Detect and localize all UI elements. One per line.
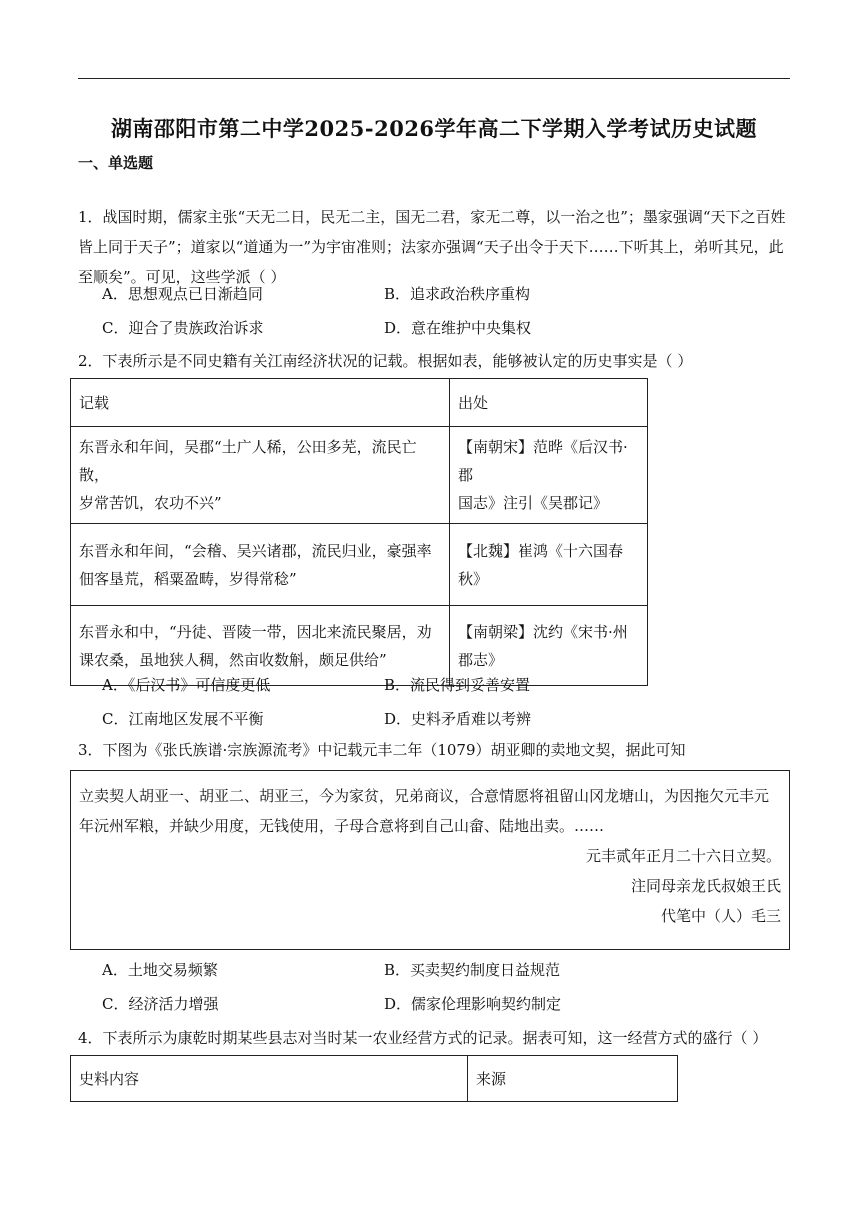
question-3-stem: 3．下图为《张氏族谱·宗族源流考》中记载元丰二年（1079）胡亚卿的卖地文契，据此可知 (78, 741, 686, 759)
table-header-cell: 来源 (468, 1056, 678, 1102)
option-a[interactable]: A．土地交易频繁 (102, 960, 218, 979)
land-deed-box: 立卖契人胡亚一、胡亚二、胡亚三，今为家贫，兄弟商议，合意情愿将祖留山冈龙塘山，为因拖欠元丰元 年沅州军粮，并缺少用度，无钱使用，子母合意将到自己山畲、陆地出卖。…… 元丰贰年正月二十六日立契。 注同母亲龙氏叔娘王氏 代笔中（人）毛三 (70, 770, 790, 950)
option-a[interactable]: A．《后汉书》可信度更低 (102, 675, 271, 694)
top-rule (78, 78, 790, 79)
table-row (71, 427, 648, 524)
question-1-options (102, 276, 782, 344)
table-cell: 【南朝梁】沈约《宋书·州 郡志》 (450, 606, 648, 686)
section-heading: 一、单选题 (78, 154, 154, 172)
table-cell: 【北魏】崔鸿《十六国春秋》 (450, 524, 648, 606)
option-c[interactable]: C．江南地区发展不平衡 (102, 709, 264, 728)
option-d[interactable]: D．史料矛盾难以考辨 (384, 709, 532, 728)
table-cell: 东晋永和中，“丹徒、晋陵一带，因北来流民聚居，劝 课农桑，虽地狭人稠，然亩收数斛，颇足供给” (71, 606, 450, 686)
table-header-row (71, 1056, 678, 1102)
table-cell: 东晋永和年间，吴郡“土广人稀，公田多芜，流民亡散， 岁常苦饥，农功不兴” (71, 427, 450, 524)
table-cell: 东晋永和年间，“会稽、吴兴诸郡，流民归业，豪强率 佃客垦荒，稻粟盈畴，岁得常稔” (71, 524, 450, 606)
table-cell: 【南朝宋】范晔《后汉书·郡 国志》注引《吴郡记》 (450, 427, 648, 524)
table-header-row (71, 379, 648, 427)
page-title: 湖南邵阳市第二中学2025-2026学年高二下学期入学考试历史试题 (110, 116, 758, 141)
question-1-stem: 1．战国时期，儒家主张“天无二日，民无二主，国无二君，家无二尊，以一治之也”；墨家强调“天下之百姓 皆上同于天子”；道家以“道通为一”为宇宙准则；法家亦强调“天子出令于天下……下听其上，弟听其兄，此 至顺矣”。可见，这些学派（ ） (78, 208, 786, 286)
option-a[interactable]: A．思想观点已日渐趋同 (102, 284, 263, 303)
question-2-stem: 2．下表所示是不同史籍有关江南经济状况的记载。根据如表，能够被认定的历史事实是（ ） (78, 352, 693, 370)
option-c[interactable]: C．经济活力增强 (102, 994, 219, 1013)
option-b[interactable]: B．追求政治秩序重构 (384, 284, 531, 303)
question-2-table (70, 378, 648, 686)
question-2-options (102, 667, 782, 735)
table-header-cell: 出处 (450, 379, 648, 427)
table-header-cell: 记载 (71, 379, 450, 427)
question-3-options (102, 952, 782, 1020)
option-b[interactable]: B．买卖契约制度日益规范 (384, 960, 561, 979)
option-c[interactable]: C．迎合了贵族政治诉求 (102, 318, 264, 337)
table-row (71, 524, 648, 606)
question-4-table (70, 1055, 678, 1102)
question-4-stem: 4．下表所示为康乾时期某些县志对当时某一农业经营方式的记录。据表可知，这一经营方式的盛行（ ） (78, 1029, 768, 1047)
option-b[interactable]: B．流民得到妥善安置 (384, 675, 531, 694)
option-d[interactable]: D．意在维护中央集权 (384, 318, 532, 337)
option-d[interactable]: D．儒家伦理影响契约制定 (384, 994, 562, 1013)
table-header-cell: 史料内容 (71, 1056, 468, 1102)
